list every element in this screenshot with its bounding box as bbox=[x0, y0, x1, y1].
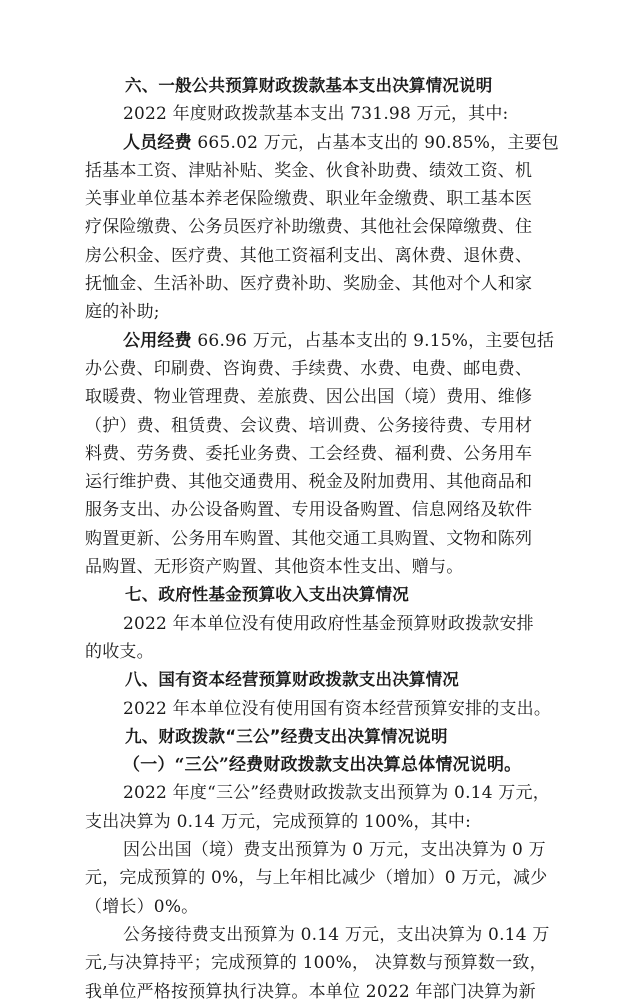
personnel-text-1: 665.02 万元，占基本支出的 90.85%，主要包 bbox=[191, 132, 559, 153]
personnel-line-1 bbox=[85, 129, 559, 157]
section-7-line-2: 的收支。 bbox=[85, 641, 154, 662]
s9-p2-line-1: 因公出国（境）费支出预算为 0 万元，支出决算为 0 万 bbox=[123, 840, 546, 861]
s9-p3-line-1: 公务接待费支出预算为 0.14 万元，支出决算为 0.14 万 bbox=[123, 924, 550, 945]
public-line-1 bbox=[85, 327, 555, 355]
document-page bbox=[85, 72, 559, 1006]
personnel-line-4: 疗保险缴费、公务员医疗补助缴费、其他社会保障缴费、住 bbox=[85, 217, 533, 238]
public-line-8: 购置更新、公务用车购置、其他交通工具购置、文物和陈列 bbox=[85, 528, 533, 549]
personnel-line-6: 抚恤金、生活补助、医疗费补助、奖励金、其他对个人和家 bbox=[85, 274, 533, 295]
section-7-title: 七、政府性基金预算收入支出决算情况 bbox=[125, 585, 409, 605]
s9-p2-line-2: 元，完成预算的 0%，与上年相比减少（增加）0 万元，减少 bbox=[85, 868, 548, 889]
personnel-line-7: 庭的补助; bbox=[85, 302, 160, 323]
section-7-line-1: 2022 年本单位没有使用政府性基金预算财政拨款安排 bbox=[123, 613, 534, 634]
section-8-line: 2022 年本单位没有使用国有资本经营预算安排的支出。 bbox=[123, 698, 552, 719]
personnel-line-3: 关事业单位基本养老保险缴费、职业年金缴费、职工基本医 bbox=[85, 189, 533, 210]
public-line-6: 运行维护费、其他交通费用、税金及附加费用、其他商品和 bbox=[85, 472, 533, 493]
section-9-title: 九、财政拨款“三公”经费支出决算情况说明 bbox=[125, 726, 448, 746]
public-line-3: 取暖费、物业管理费、差旅费、因公出国（境）费用、维修 bbox=[85, 387, 533, 408]
personnel-line-5: 房公积金、医疗费、其他工资福利支出、离休费、退休费、 bbox=[85, 245, 533, 266]
section-9-subtitle: （一）“三公”经费财政拨款支出决算总体情况说明。 bbox=[123, 755, 522, 776]
s9-p1-line-2: 支出决算为 0.14 万元，完成预算的 100%，其中: bbox=[85, 811, 471, 832]
public-label: 公用经费 bbox=[123, 330, 192, 351]
personnel-line-2: 括基本工资、津贴补贴、奖金、伙食补助费、绩效工资、机 bbox=[85, 160, 533, 181]
public-line-4: （护）费、租赁费、会议费、培训费、公务接待费、专用材 bbox=[85, 415, 533, 436]
section-8-title: 八、国有资本经营预算财政拨款支出决算情况 bbox=[125, 670, 459, 690]
s9-p3-line-2: 元,与决算持平；完成预算的 100%， 决算数与预算数一致， bbox=[85, 953, 547, 974]
public-text-1: 66.96 万元，占基本支出的 9.15%，主要包括 bbox=[191, 330, 555, 351]
public-line-7: 服务支出、办公设备购置、专用设备购置、信息网络及软件 bbox=[85, 500, 533, 521]
s9-p2-line-3: （增长）0%。 bbox=[85, 896, 199, 917]
public-line-9: 品购置、无形资产购置、其他资本性支出、赠与。 bbox=[85, 557, 464, 578]
personnel-label: 人员经费 bbox=[123, 132, 192, 153]
public-line-2: 办公费、印刷费、咨询费、手续费、水费、电费、邮电费、 bbox=[85, 358, 533, 379]
s9-p1-line-1: 2022 年度“三公”经费财政拨款支出预算为 0.14 万元， bbox=[123, 783, 550, 804]
public-line-5: 料费、劳务费、委托业务费、工会经费、福利费、公务用车 bbox=[85, 443, 533, 464]
s9-p3-line-3: 我单位严格按预算执行决算。本单位 2022 年部门决算为新 bbox=[85, 981, 536, 1002]
section-6-intro: 2022 年度财政拨款基本支出 731.98 万元，其中: bbox=[123, 104, 509, 125]
section-6-title: 六、一般公共预算财政拨款基本支出决算情况说明 bbox=[125, 76, 493, 95]
